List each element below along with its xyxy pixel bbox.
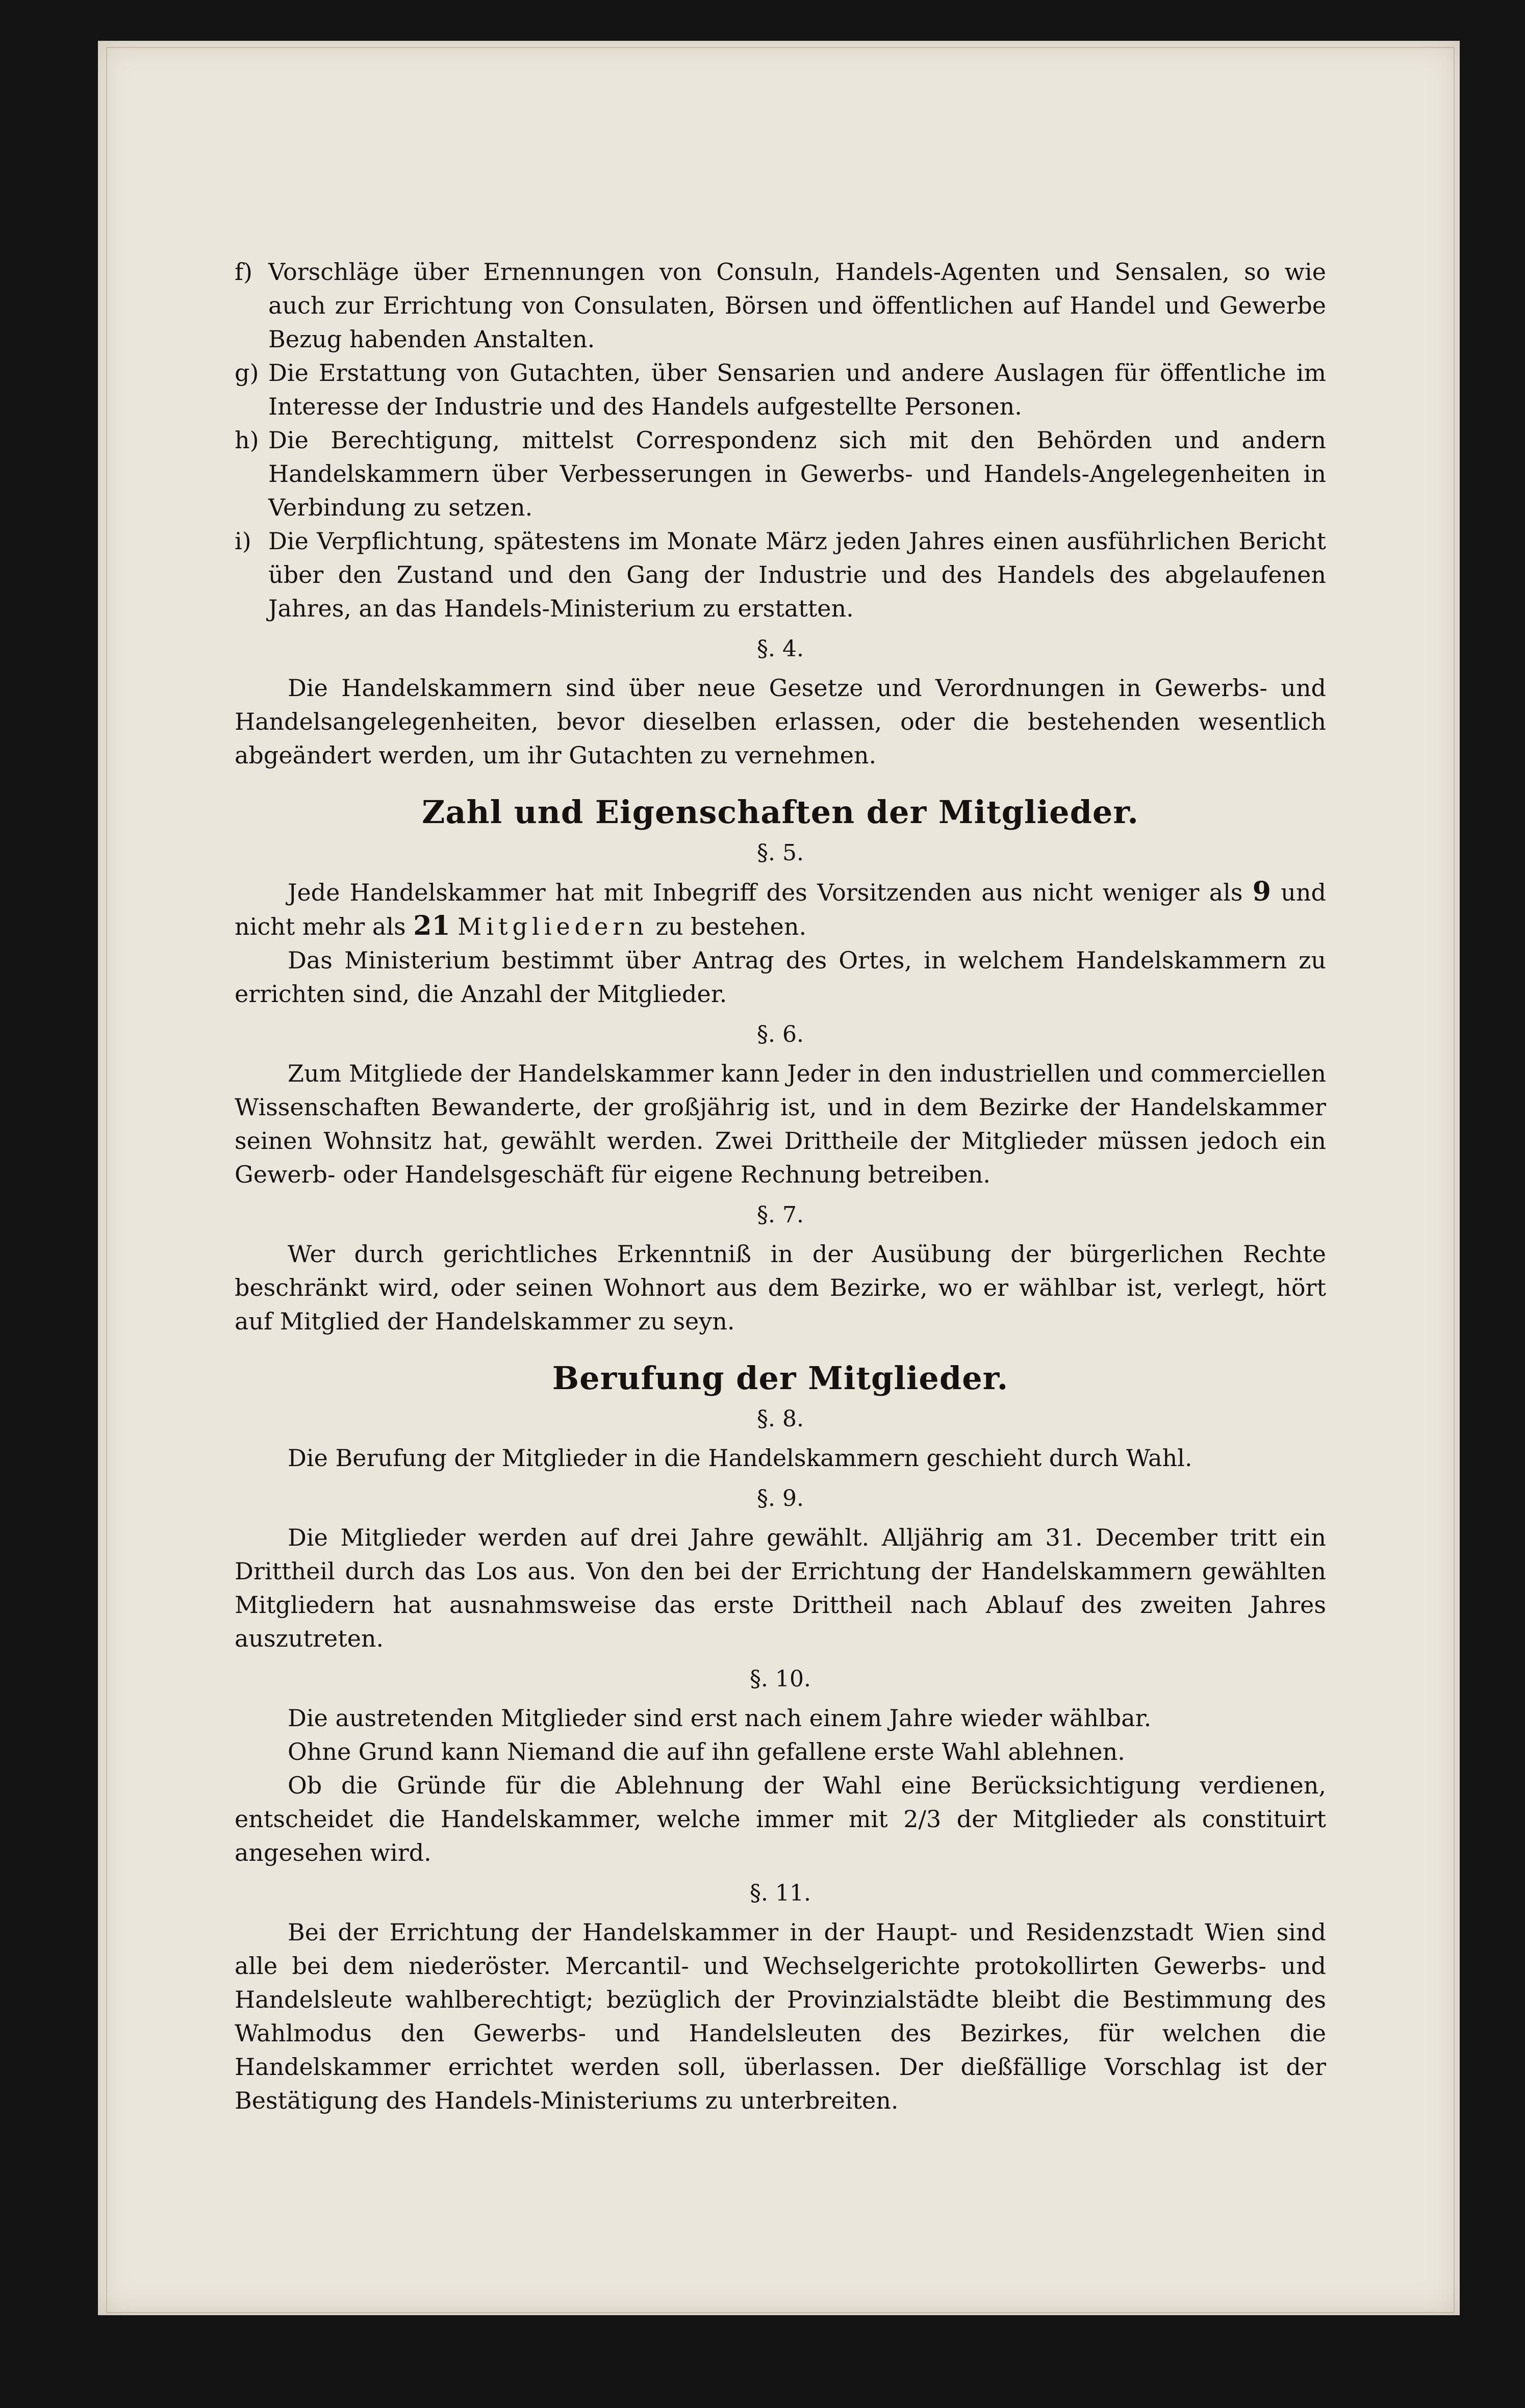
section-10-paragraph-1: Die austretenden Mitglieder sind erst nach einem Jahre wieder wählbar. (288, 1704, 1152, 1732)
item-letter: i) (235, 527, 251, 555)
item-text: Die Erstattung von Gutachten, über Sensarien und andere Auslagen für öffentliche im Interesse der Industrie und des Handels aufgestellte Personen. (268, 359, 1326, 420)
section-11-text: Bei der Errichtung der Handelskammer in der Haupt- und Residenzstadt Wien sind alle bei dem niederöster. Mercantil- und Wechselgerichte protokollirten Gewerbs- und Handelsleute wahlberechtigt; bezüglich der Provinzialstädte bleibt die Bestimmung des Wahlmodus den Gewerbs- und Handelsleuten des Bezirkes, für welchen die Handelskammer errichtet werden soll, überlassen. Der dießfällige Vorschlag ist der Bestätigung des Handels-Ministeriums zu unterbreiten. (235, 1918, 1326, 2114)
list-item-f (235, 255, 1326, 356)
s5-text-c: zu bestehen. (655, 913, 807, 940)
heading-members-count: Zahl und Eigenschaften der Mitglieder. (422, 793, 1139, 831)
document-text (235, 255, 1326, 2117)
section-sign-6: §. 6. (757, 1021, 804, 1047)
section-10-paragraph-3: Ob die Gründe für die Ablehnung der Wahl eine Berücksichtigung verdienen, entscheidet die Handelskammer, welche immer mit 2/3 der Mitglieder als constituirt angesehen wird. (235, 1772, 1326, 1866)
s5-min-members: 9 (1252, 876, 1271, 907)
section-6-text: Zum Mitgliede der Handelskammer kann Jeder in den industriellen und commerciellen Wissenschaften Bewanderte, der großjährig ist, und in dem Bezirke der Handelskammer seinen Wohnsitz hat, gewählt werden. Zwei Drittheile der Mitglieder müssen jedoch ein Gewerb- oder Handelsgeschäft für eigene Rechnung betreiben. (235, 1060, 1326, 1188)
section-sign-5: §. 5. (757, 840, 804, 866)
s5-text-b: und nicht mehr als (235, 879, 1326, 940)
section-7-text: Wer durch gerichtliches Erkenntniß in der Ausübung der bürgerlichen Rechte beschränkt wird, oder seinen Wohnort aus dem Bezirke, wo er wählbar ist, verlegt, hört auf Mitglied der Handelskammer zu seyn. (235, 1240, 1326, 1335)
section-5-paragraph-1 (235, 875, 1326, 943)
list-item-g (235, 356, 1326, 423)
section-sign-11: §. 11. (750, 1880, 811, 1906)
item-text: Vorschläge über Ernennungen von Consuln, Handels-Agenten und Sensalen, so wie auch zur Errichtung von Consulaten, Börsen und öffentlichen auf Handel und Gewerbe Bezug habenden Anstalten. (268, 258, 1326, 353)
section-10-paragraph-2: Ohne Grund kann Niemand die auf ihn gefallene erste Wahl ablehnen. (288, 1738, 1125, 1765)
item-letter: f) (235, 258, 252, 286)
section-sign-4: §. 4. (757, 636, 804, 662)
section-9-text: Die Mitglieder werden auf drei Jahre gewählt. Alljährig am 31. December tritt ein Drittheil durch das Los aus. Von den bei der Errichtung der Handelskammern gewählten Mitgliedern hat ausnahmsweise das erste Drittheil nach Ablauf des zweiten Jahres auszutreten. (235, 1524, 1326, 1652)
list-item-h (235, 423, 1326, 524)
s5-spaced-word: Mitgliedern (458, 913, 648, 940)
section-4-text: Die Handelskammern sind über neue Gesetze und Verordnungen in Gewerbs- und Handelsangelegenheiten, bevor dieselben erlassen, oder die bestehenden wesentlich abgeändert werden, um ihr Gutachten zu vernehmen. (235, 674, 1326, 769)
s5-text-a: Jede Handelskammer hat mit Inbegriff des Vorsitzenden aus nicht weniger als (288, 879, 1243, 906)
section-5-paragraph-2: Das Ministerium bestimmt über Antrag des Ortes, in welchem Handelskammern zu errichten sind, die Anzahl der Mitglieder. (235, 946, 1326, 1008)
s5-max-members: 21 (413, 910, 450, 941)
section-sign-10: §. 10. (750, 1666, 811, 1692)
heading-appointment: Berufung der Mitglieder. (552, 1360, 1009, 1397)
item-text: Die Berechtigung, mittelst Correspondenz sich mit den Behörden und andern Handelskammern über Verbesserungen in Gewerbs- und Handels-Angelegenheiten in Verbindung zu setzen. (268, 426, 1326, 521)
section-sign-7: §. 7. (757, 1202, 804, 1228)
section-sign-8: §. 8. (757, 1406, 804, 1432)
list-item-i (235, 524, 1326, 625)
section-sign-9: §. 9. (757, 1485, 804, 1512)
item-letter: h) (235, 426, 259, 454)
section-8-text: Die Berufung der Mitglieder in die Handelskammern geschieht durch Wahl. (288, 1444, 1192, 1472)
item-text: Die Verpflichtung, spätestens im Monate März jeden Jahres einen ausführlichen Bericht über den Zustand und den Gang der Industrie und des Handels des abgelaufenen Jahres, an das Handels-Ministerium zu erstatten. (268, 527, 1326, 622)
item-letter: g) (235, 359, 259, 387)
